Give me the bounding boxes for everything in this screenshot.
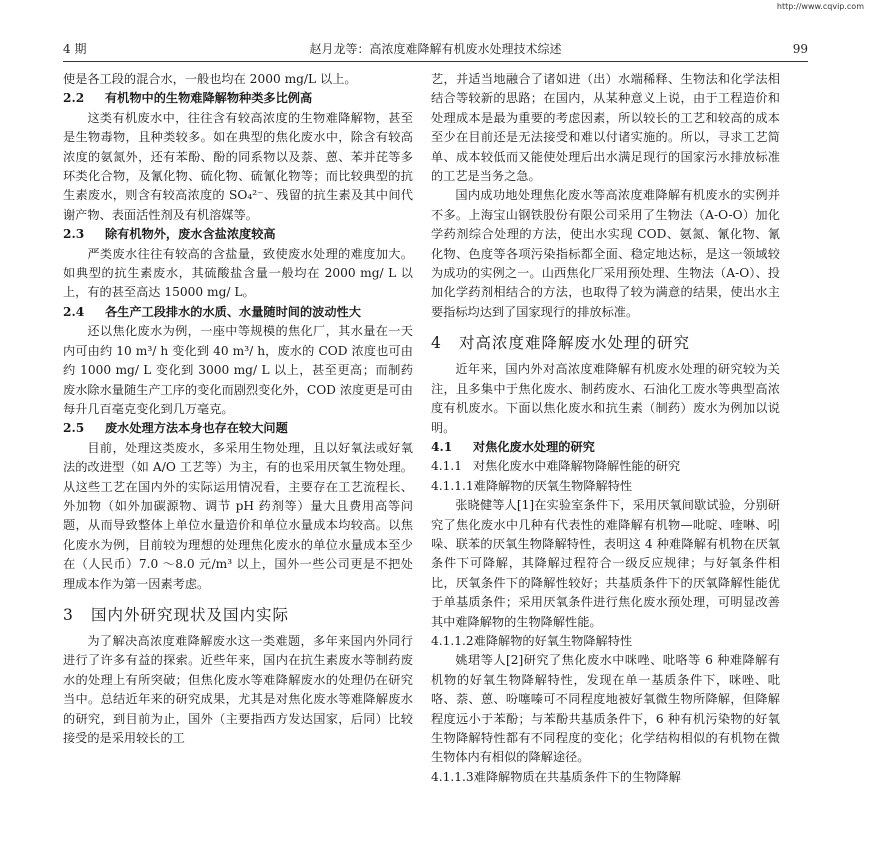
section-heading [431, 332, 780, 354]
subsection-heading [431, 457, 780, 476]
subsection-title: 难降解物的好氧生物降解特性 [473, 633, 633, 648]
subsection-heading [431, 632, 780, 651]
running-title: 赵月龙等：高浓度难降解有机废水处理技术综述 [309, 42, 562, 56]
paragraph: 目前，处理这类废水，多采用生物处理，且以好氧法或好氧法的改进型（如 A/O 工艺等）为主，有的也采用厌氧生物处理。从这些工艺在国内外的实际运用情况看，主要存在工艺流程长、外加物（如外加碳源物、调节 pH 药剂等）量大且费用高等问题，从而导致整体上单位水量造价和单位水量成本均较高。以焦化废水为例，目前较为理想的处理焦化废水的单位水量成本至少在（人民币）7.0 ～8.0 元/m³ 以上，国外一些公司更是不把处理成本作为第一因素考虑。 [63, 440, 413, 591]
subsection-title: 废水处理方法本身也存在较大问题 [105, 421, 288, 436]
subsection-heading [63, 303, 413, 322]
right-column [431, 70, 780, 787]
subsection-number: 4.1.1.1 [431, 478, 474, 493]
paragraph: 国内成功地处理焦化废水等高浓度难降解有机废水的实例并不多。上海宝山钢铁股份有限公司采用了生物法（A-O-O）加化学药剂综合处理的方法，使出水实现 COD、氨氮、氰化物、氰化物、色度等各项污染指标都全面、稳定地达标，是这一领域较为成功的实例之一。山西焦化厂采用预处理、生物法（A-O）、投加化学药剂相结合的方法，也取得了较为满意的结果，使出水主要指标均达到了国家现行的排放标准。 [431, 188, 780, 319]
subsection-title: 除有机物外，废水含盐浓度较高 [105, 227, 276, 242]
subsection-title: 对焦化废水处理的研究 [473, 439, 595, 454]
paragraph: 张晓健等人[1]在实验室条件下，采用厌氧间歇试验，分别研究了焦化废水中几种有代表性的难降解有机物—吡啶、喹啉、吲哚、联苯的厌氧生物降解特性，表明这 4 种难降解有机物在厌氧条件下可降解，其降解过程符合一级反应规律；与好氧条件相比，厌氧条件下的降解性较好；共基质条件下的厌氧降解性能优于单基质条件；采用厌氧条件进行焦化废水预处理，可明显改善其中难降解物的生物降解性能。 [431, 498, 780, 629]
subsection-title: 各生产工段排水的水质、水量随时间的波动性大 [105, 304, 361, 319]
subsection-heading [63, 89, 413, 108]
subsection-heading [431, 438, 780, 457]
paragraph: 使是各工段的混合水，一般也均在 2000 mg/L 以上。 [63, 72, 357, 86]
paragraph: 这类有机废水中，往往含有较高浓度的生物难降解物，甚至是生物毒物，且种类较多。如在典型的焦化废水中，除含有较高浓度的氨氮外，还有苯酚、酚的同系物以及萘、蒽、苯并芘等多环类化合物，及氰化物、硫化物、硫氰化物等；而比较典型的抗生素废水，则含有较高浓度的 SO₄²⁻、残留的抗生素及其中间代谢产物、表面活性剂及有机溶媒等。 [63, 110, 413, 222]
paragraph: 严类废水往往有较高的含盐量，致使废水处理的难度加大。如典型的抗生素废水，其硫酸盐含量一般均在 2000 mg/ L 以上，有的甚至高达 15000 mg/ L。 [63, 246, 413, 300]
paragraph: 为了解决高浓度难降解废水这一类难题，多年来国内外同行进行了许多有益的探索。近些年来，国内在抗生素废水等制药废水的处理上有所突破；但焦化废水等难降解废水的处理仍在研究当中。总结近年来的研究成果，尤其是对焦化废水等难降解废水的研究，到目前为止，国外（主要指西方发达国家，后同）比较接受的是采用较长的工 [63, 633, 413, 745]
section-number: 4 [431, 334, 442, 353]
subsection-title: 对焦化废水中难降解物降解性能的研究 [473, 459, 681, 474]
section-number: 3 [63, 605, 74, 624]
subsection-number: 2.5 [63, 421, 85, 436]
subsection-number: 4.1.1.3 [431, 769, 474, 784]
watermark: http://www.cqvip.com [776, 2, 864, 11]
paragraph: 还以焦化废水为例，一座中等规模的焦化厂，其水量在一天内可由约 10 m³/ h 变化到 40 m³/ h，废水的 COD 浓度也可由约 1000 mg/ L 变化到 3000 mg/ L 以上，甚至更高；而制药废水除水量随生产工序的变化而剧烈变化外，COD 浓度更是可由每升几百毫克变化到几万毫克。 [63, 324, 413, 416]
subsection-number: 4.1.1 [431, 459, 463, 474]
header-rule [63, 61, 808, 62]
section-heading [63, 604, 413, 626]
subsection-title: 难降解物的厌氧生物降解特性 [473, 478, 633, 493]
issue-number: 4 期 [63, 42, 87, 56]
subsection-number: 2.3 [63, 227, 85, 242]
subsection-heading [431, 768, 780, 787]
subsection-number: 4.1 [431, 439, 453, 454]
subsection-number: 2.4 [63, 304, 85, 319]
running-header [63, 40, 808, 58]
paragraph: 近年来，国内外对高浓度难降解有机废水处理的研究较为关注，且多集中于焦化废水、制药废水、石油化工废水等典型高浓度有机废水。下面以焦化废水和抗生素（制药）废水为例加以说明。 [431, 362, 780, 435]
subsection-heading [63, 419, 413, 438]
subsection-heading [431, 477, 780, 496]
subsection-heading [63, 225, 413, 244]
section-title: 国内外研究现状及国内实际 [91, 605, 290, 624]
paragraph: 姚珺等人[2]研究了焦化废水中咪唑、吡咯等 6 种难降解有机物的好氧生物降解特性，发现在单一基质条件下，咪唑、吡咯、萘、蒽、吩噻嗪可不同程度地被好氧微生物所降解，但降解程度远小于苯酚；与苯酚共基质条件下，6 种有机污染物的好氧生物降解特性都有不同程度的变化；化学结构相似的有机物在微生物体内有相似的降解途径。 [431, 653, 780, 765]
subsection-number: 4.1.1.2 [431, 633, 474, 648]
left-column [63, 70, 413, 748]
page-number: 99 [792, 42, 808, 56]
section-title: 对高浓度难降解废水处理的研究 [459, 334, 691, 353]
subsection-title: 有机物中的生物难降解物种类多比例高 [105, 91, 313, 106]
subsection-number: 2.2 [63, 91, 85, 106]
subsection-title: 难降解物质在共基质条件下的生物降解 [473, 769, 681, 784]
paragraph: 艺，并适当地融合了诸如进（出）水端稀释、生物法和化学法相结合等较新的思路；在国内，从某种意义上说，由于工程造价和处理成本是最为重要的考虑因素，所以较长的工艺和较高的成本至少在目前还是无法接受和难以付诸实施的。所以，寻求工艺简单、成本较低而又能使处理后出水满足现行的国家污水排放标准的工艺是当务之急。 [431, 72, 780, 184]
